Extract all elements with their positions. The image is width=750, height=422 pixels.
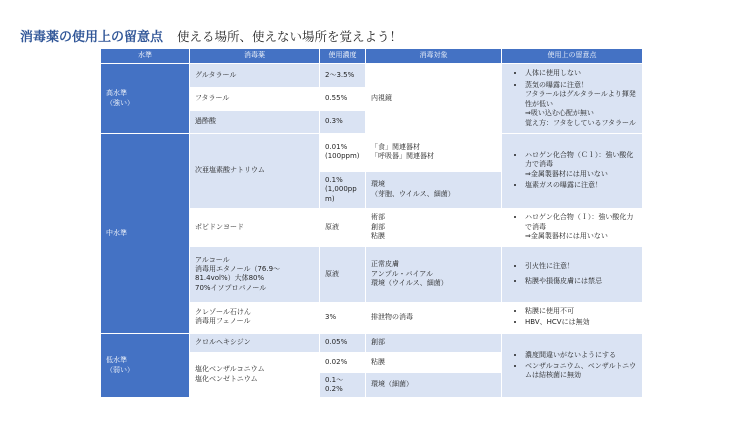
conc-chlorhexidine: 0.05% (320, 334, 366, 352)
conc-phthalal: 0.55% (320, 87, 366, 110)
notes-hypochlorite: • ハロゲン化合物（Ｃｌ）：強い酸化力で消毒 ⇒金属製器材には用いない • 塩素ガスの曝露に注意！ (502, 133, 643, 208)
conc-povidone: 原液 (320, 208, 366, 246)
target-chlorhexidine: 創部 (366, 334, 502, 352)
page-title: 消毒薬の使用上の留意点 (20, 30, 164, 45)
level-high: 高水準 （強い） (101, 64, 190, 133)
level-mid: 中水準 (101, 133, 190, 333)
disinfectant-table (100, 48, 643, 398)
conc-peracetic: 0.3% (320, 110, 366, 133)
header-level: 水準 (101, 49, 190, 64)
notes-povidone: • ハロゲン化合物（Ｉ）：強い酸化力で消毒 ⇒金属製器材には用いない (502, 208, 643, 246)
target-povidone: 術部 創部 粘膜 (366, 208, 502, 246)
name-peracetic: 過酢酸 (190, 110, 320, 133)
header-row (101, 49, 643, 64)
target-hypochlorite-2: 環境 （芽胞、ウイルス、細菌） (366, 171, 502, 208)
conc-benzalkonium-2: 0.1～0.2% (320, 373, 366, 398)
target-alcohol: 正常皮膚 アンプル・バイアル 環境（ウイルス、細菌） (366, 247, 502, 302)
name-chlorhexidine: クロルヘキシジン (190, 334, 320, 352)
table-row (101, 334, 643, 352)
header-concentration: 使用濃度 (320, 49, 366, 64)
conc-hypochlorite-2: 0.1% (1,000pp m) (320, 171, 366, 208)
name-glutaral: グルタラール (190, 64, 320, 87)
name-cresol: クレゾール石けん 消毒用フェノール (190, 302, 320, 333)
conc-cresol: 3% (320, 302, 366, 333)
notes-alcohol: • 引火性に注意！ • 粘膜や損傷皮膚には禁忌 (502, 247, 643, 302)
conc-alcohol: 原液 (320, 247, 366, 302)
table-row (101, 64, 643, 87)
conc-hypochlorite-1: 0.01% (100ppm) (320, 133, 366, 171)
table-row (101, 133, 643, 171)
name-hypochlorite: 次亜塩素酸ナトリウム (190, 133, 320, 208)
conc-glutaral: 2～3.5% (320, 64, 366, 87)
notes-cresol: • 粘膜に使用不可 • HBV、HCVには無効 (502, 302, 643, 333)
target-benzalkonium-2: 環境（細菌） (366, 373, 502, 398)
target-cresol: 排泄物の消毒 (366, 302, 502, 333)
name-phthalal: フタラール (190, 87, 320, 110)
name-povidone: ポビドンヨード (190, 208, 320, 246)
target-hypochlorite-1: 「食」関連器材 「呼吸器」関連器材 (366, 133, 502, 171)
notes-low: • 濃度間違いがないようにする • ベンザルコニウム、ベンザルトニウムは結核菌に無効 (502, 334, 643, 398)
name-benzalkonium: 塩化ベンザルコニウム 塩化ベンゼトニウム (190, 352, 320, 397)
page-subtitle: 使える場所、使えない場所を覚えよう！ (177, 29, 403, 44)
header-target: 消毒対象 (366, 49, 502, 64)
level-low: 低水準 （弱い） (101, 334, 190, 398)
notes-high: • 人体に使用しない • 蒸気の曝露に注意！ フタラールはグルタラールより揮発性が低い ⇒吸い込む心配が無い 覚え方：フタをしているフタラール (502, 64, 643, 133)
name-alcohol: アルコール 消毒用エタノール（76.9～ 81.4vol%）大体80% 70%イソプロパノール (190, 247, 320, 302)
header-disinfectant: 消毒薬 (190, 49, 320, 64)
header-notes: 使用上の留意点 (502, 49, 643, 64)
target-high: 内視鏡 (366, 64, 502, 133)
page-title-line (20, 26, 402, 46)
target-benzalkonium-1: 粘膜 (366, 352, 502, 373)
conc-benzalkonium-1: 0.02% (320, 352, 366, 373)
